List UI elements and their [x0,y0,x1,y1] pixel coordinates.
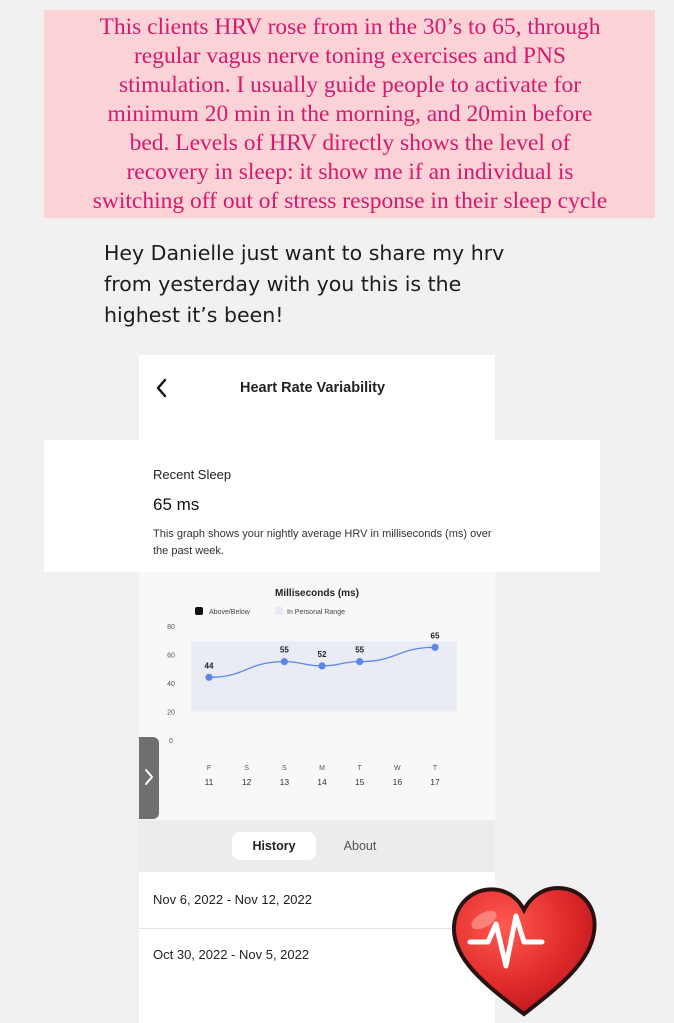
hrv-chart [139,572,495,822]
data-point [318,662,325,669]
x-tick-date: 13 [279,777,290,787]
client-message [104,238,564,331]
x-tick-day: T [357,765,362,772]
message-line: from yesterday with you this is the [104,272,462,296]
recent-sleep-label: Recent Sleep [153,467,232,482]
x-tick-date: 12 [241,777,252,787]
data-point [356,658,363,665]
y-tick-label: 80 [167,624,175,631]
x-tick-day: S [281,765,287,772]
x-tick-day: T [432,765,438,772]
caption-text [50,13,650,216]
data-label: 55 [355,645,365,655]
x-tick-date: 16 [392,777,403,787]
heart-icon [444,880,604,1020]
legend-label-personal-range: In Personal Range [287,609,345,616]
caption-line: This clients HRV rose from in the 30’s to 65, through [99,14,601,40]
x-tick-day: M [319,765,325,772]
divider [139,928,495,929]
y-tick-label: 60 [167,652,175,660]
caption-line: switching off out of stress response in their sleep cycle [92,188,608,214]
message-line: highest it’s been! [104,303,284,327]
data-label: 52 [317,649,327,659]
graph-description: This graph shows your nightly average HRV in milliseconds (ms) over the past week. [153,528,492,557]
tab-bar [139,820,495,872]
chevron-left-icon[interactable] [152,376,172,400]
chevron-right-icon[interactable] [144,768,154,786]
x-tick-date: 15 [354,777,365,787]
data-label: 65 [430,631,440,641]
y-tick-label: 0 [169,738,173,745]
caption-line: recovery in sleep: it show me if an individual is [126,159,574,185]
y-tick-label: 40 [167,681,175,688]
data-label: 55 [279,645,289,655]
screen-title: Heart Rate Variability [240,380,386,396]
y-tick-label: 20 [167,709,175,717]
legend-swatch-above-below [195,607,203,615]
data-point [431,644,438,651]
caption-line: stimulation. I usually guide people to activate for [118,72,582,98]
legend-swatch-personal-range [275,607,283,615]
tab-history[interactable]: History [232,832,316,860]
caption-line: regular vagus nerve toning exercises and PNS [133,43,567,69]
data-label: 44 [204,661,214,671]
x-tick-day: W [394,765,401,772]
legend-label-above-below: Above/Below [209,609,250,616]
caption-line: minimum 20 min in the morning, and 20min before [107,101,593,127]
x-tick-date: 11 [204,777,214,787]
chart-title: Milliseconds (ms) [275,588,359,599]
data-point [281,658,288,665]
data-point [205,674,212,681]
x-tick-date: 14 [317,777,327,787]
caption-line: bed. Levels of HRV directly shows the level of [129,130,571,156]
message-line: Hey Danielle just want to share my hrv [104,241,505,265]
history-item[interactable]: Nov 6, 2022 - Nov 12, 2022 [153,892,312,907]
history-item[interactable]: Oct 30, 2022 - Nov 5, 2022 [153,947,310,962]
x-tick-date: 17 [430,777,440,787]
tab-about[interactable]: About [343,839,377,853]
x-tick-day: F [206,765,212,772]
x-tick-day: S [244,765,250,772]
recent-sleep-value: 65 ms [153,495,200,514]
